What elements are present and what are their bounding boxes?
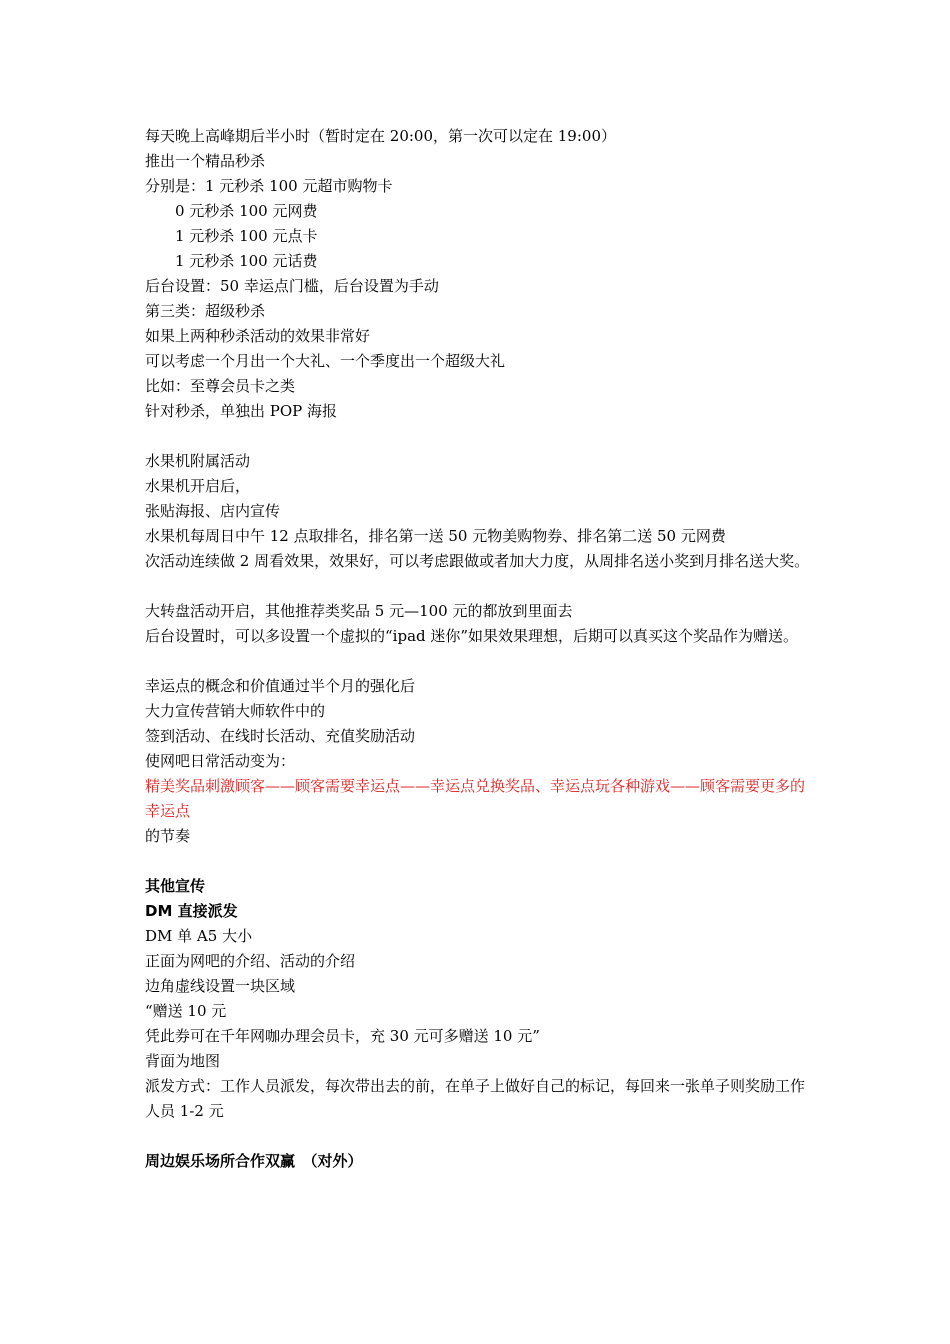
text-line: 可以考虑一个月出一个大礼、一个季度出一个超级大礼 [145, 352, 506, 370]
document-body [145, 124, 815, 1174]
indented-line: 1 元秒杀 100 元点卡 [175, 227, 318, 245]
text-line: 背面为地图 [145, 1052, 221, 1070]
text-line: 使网吧日常活动变为： [145, 752, 296, 770]
text-line: 的节奏 [145, 827, 191, 845]
text-line: 张贴海报、店内宣传 [145, 502, 281, 520]
text-paragraph: 次活动连续做 2 周看效果，效果好，可以考虑跟做或者加大力度，从周排名送小奖到月排名送大奖。 [145, 552, 810, 570]
section-heading: 其他宣传 [145, 877, 206, 895]
text-line: 后台设置：50 幸运点门槛，后台设置为手动 [145, 277, 439, 295]
text-line: 水果机开启后， [145, 477, 251, 495]
paragraph-gap [145, 849, 815, 874]
text-line: 水果机附属活动 [145, 452, 251, 470]
text-line: 边角虚线设置一块区域 [145, 977, 296, 995]
paragraph-gap [145, 574, 815, 599]
paragraph-gap [145, 649, 815, 674]
text-line: DM 单 A5 大小 [145, 927, 253, 945]
text-line: 每天晚上高峰期后半小时（暂时定在 20:00，第一次可以定在 19:00） [145, 127, 616, 145]
text-line: 第三类：超级秒杀 [145, 302, 266, 320]
text-line: 分别是：1 元秒杀 100 元超市购物卡 [145, 177, 393, 195]
highlight-paragraph: 精美奖品刺激顾客——顾客需要幸运点——幸运点兑换奖品、幸运点玩各种游戏——顾客需要更多的幸运点 [145, 777, 806, 820]
text-line: 水果机每周日中午 12 点取排名，排名第一送 50 元物美购物券、排名第二送 50 元网费 [145, 527, 726, 545]
paragraph-gap [145, 424, 815, 449]
text-line: 正面为网吧的介绍、活动的介绍 [145, 952, 356, 970]
text-line: 签到活动、在线时长活动、充值奖励活动 [145, 727, 416, 745]
paragraph-gap [145, 1124, 815, 1149]
text-line: 凭此券可在千年网咖办理会员卡，充 30 元可多赠送 10 元” [145, 1027, 540, 1045]
text-line: 幸运点的概念和价值通过半个月的强化后 [145, 677, 416, 695]
section-heading: 周边娱乐场所合作双赢 （对外） [145, 1152, 363, 1170]
text-line: “赠送 10 元 [145, 1002, 227, 1020]
text-paragraph: 后台设置时，可以多设置一个虚拟的“ipad 迷你”如果效果理想，后期可以真买这个奖品作为赠送。 [145, 627, 799, 645]
section-subheading: DM 直接派发 [145, 902, 238, 920]
text-line: 比如：至尊会员卡之类 [145, 377, 296, 395]
text-line: 针对秒杀，单独出 POP 海报 [145, 402, 338, 420]
text-paragraph: 派发方式：工作人员派发，每次带出去的前，在单子上做好自己的标记，每回来一张单子则奖励工作人员 1-2 元 [145, 1077, 806, 1120]
text-line: 大力宣传营销大师软件中的 [145, 702, 326, 720]
text-line: 推出一个精品秒杀 [145, 152, 266, 170]
indented-line: 0 元秒杀 100 元网费 [175, 202, 318, 220]
text-line: 如果上两种秒杀活动的效果非常好 [145, 327, 371, 345]
indented-line: 1 元秒杀 100 元话费 [175, 252, 318, 270]
text-line: 大转盘活动开启，其他推荐类奖品 5 元—100 元的都放到里面去 [145, 602, 573, 620]
